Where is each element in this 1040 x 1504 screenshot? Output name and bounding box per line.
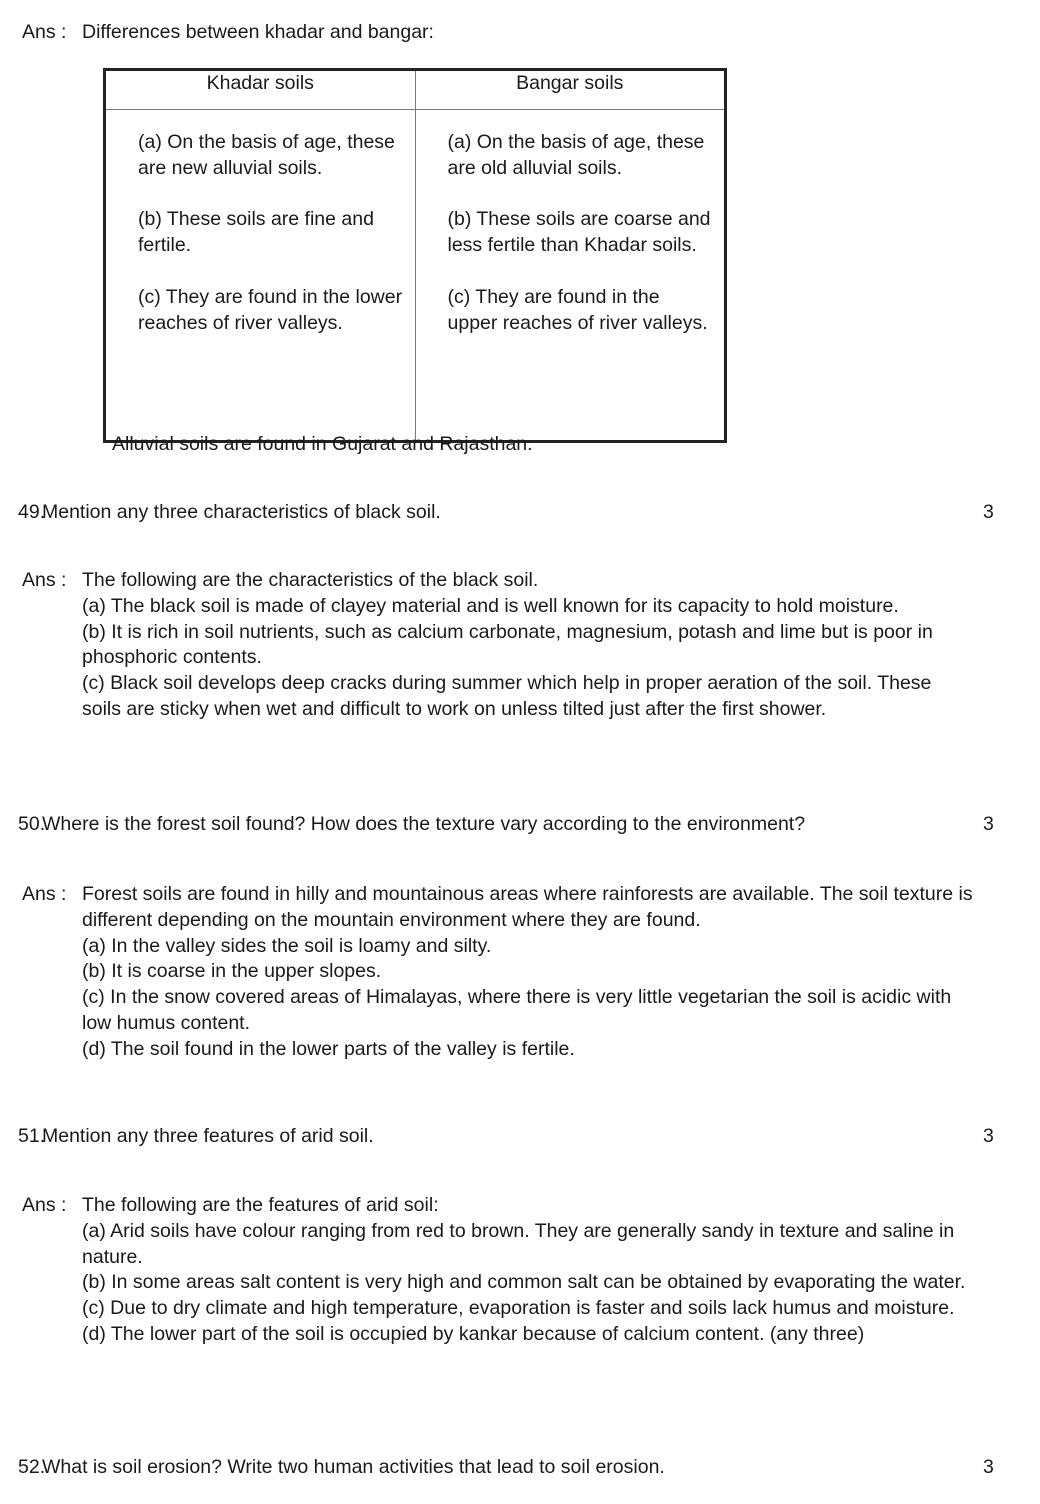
question-50-marks: 3 (983, 813, 994, 835)
answer-49-line-0: The following are the characteristics of the black soil. (82, 569, 539, 591)
question-49-number: 49. (18, 501, 46, 523)
question-51-marks: 3 (983, 1125, 994, 1147)
answer-51-line-4: (d) The lower part of the soil is occupied by kankar because of calcium content. (any three) (82, 1322, 865, 1345)
answer-48-closing-text: Alluvial soils are found in Gujarat and Rajasthan. (112, 433, 533, 455)
khadar-bangar-comparison-table (103, 68, 727, 443)
bangar-point-b: (b) These soils are coarse and less fertile than Khadar soils. (447, 208, 711, 257)
question-51-row (0, 1124, 1040, 1150)
answer-51-label: Ans : (22, 1194, 67, 1216)
answer-48-intro-body (82, 20, 900, 46)
answer-51-line-0: The following are the features of arid soil: (82, 1194, 439, 1216)
answer-51-block (0, 1193, 980, 1348)
answer-51-body (82, 1193, 980, 1348)
answer-49-label: Ans : (22, 569, 67, 591)
question-51-text: Mention any three features of arid soil. (42, 1125, 374, 1147)
answer-49-line-2: (b) It is rich in soil nutrients, such as calcium carbonate, magnesium, potash and lime but is poor in phosphoric contents. (82, 620, 933, 669)
answer-48-intro-block (0, 20, 900, 46)
answer-50-line-0: Forest soils are found in hilly and mountainous areas where rainforests are available. The soil texture is different depending on the mountain environment where they are found. (82, 883, 973, 931)
comparison-table-body (105, 110, 726, 442)
khadar-point-b: (b) These soils are fine and fertile. (138, 208, 374, 257)
answer-49-line-1: (a) The black soil is made of clayey material and is well known for its capacity to hold moisture. (82, 594, 899, 617)
answer-50-line-4: (d) The soil found in the lower parts of the valley is fertile. (82, 1037, 575, 1060)
answer-50-line-3: (c) In the snow covered areas of Himalayas, where there is very little vegetarian the soil is acidic with low humus content. (82, 986, 952, 1034)
comparison-table-head (105, 70, 726, 110)
answer-49-body (82, 568, 975, 723)
question-49-marks: 3 (983, 501, 994, 523)
cell-bangar-points (415, 110, 726, 442)
question-50-text: Where is the forest soil found? How does the texture vary according to the environment? (42, 813, 806, 835)
column-header-bangar: Bangar soils (415, 70, 726, 110)
question-50-row (0, 812, 1040, 838)
column-header-khadar: Khadar soils (105, 70, 416, 110)
khadar-point-c: (c) They are found in the lower reaches of river valleys. (138, 285, 403, 334)
bangar-point-c: (c) They are found in the upper reaches of river valleys. (447, 285, 708, 334)
cell-khadar-points (105, 110, 416, 442)
khadar-point-a: (a) On the basis of age, these are new alluvial soils. (138, 131, 395, 179)
question-49-text: Mention any three characteristics of black soil. (42, 501, 441, 523)
question-51-number: 51. (18, 1125, 46, 1147)
answer-50-block (0, 882, 975, 1063)
answer-49-line-3: (c) Black soil develops deep cracks during summer which help in proper aeration of the soil. These soils are sticky when wet and difficult to work on unless tilted just after the first shower. (82, 672, 932, 720)
answer-51-line-3: (c) Due to dry climate and high temperature, evaporation is faster and soils lack humus and moisture. (82, 1297, 955, 1320)
answer-50-body (82, 882, 975, 1063)
answer-51-line-1: (a) Arid soils have colour ranging from red to brown. They are generally sandy in texture and saline in nature. (82, 1219, 955, 1268)
question-50-number: 50. (18, 813, 46, 835)
answer-50-label: Ans : (22, 883, 67, 905)
table-header-row (105, 70, 726, 110)
question-52-marks: 3 (983, 1456, 994, 1478)
answer-49-block (0, 568, 975, 723)
question-52-text: What is soil erosion? Write two human activities that lead to soil erosion. (42, 1456, 665, 1478)
answer-50-line-1: (a) In the valley sides the soil is loamy and silty. (82, 934, 492, 957)
question-52-number: 52. (18, 1456, 46, 1478)
answer-51-line-2: (b) In some areas salt content is very high and common salt can be obtained by evaporating the water. (82, 1271, 966, 1294)
answer-48-label: Ans : (22, 21, 67, 43)
answer-48-intro-text: Differences between khadar and bangar: (82, 21, 434, 43)
bangar-point-a: (a) On the basis of age, these are old alluvial soils. (447, 131, 705, 179)
question-49-row (0, 500, 1040, 526)
answer-50-line-2: (b) It is coarse in the upper slopes. (82, 960, 382, 983)
table-row (105, 110, 726, 442)
question-52-row (0, 1455, 1040, 1481)
